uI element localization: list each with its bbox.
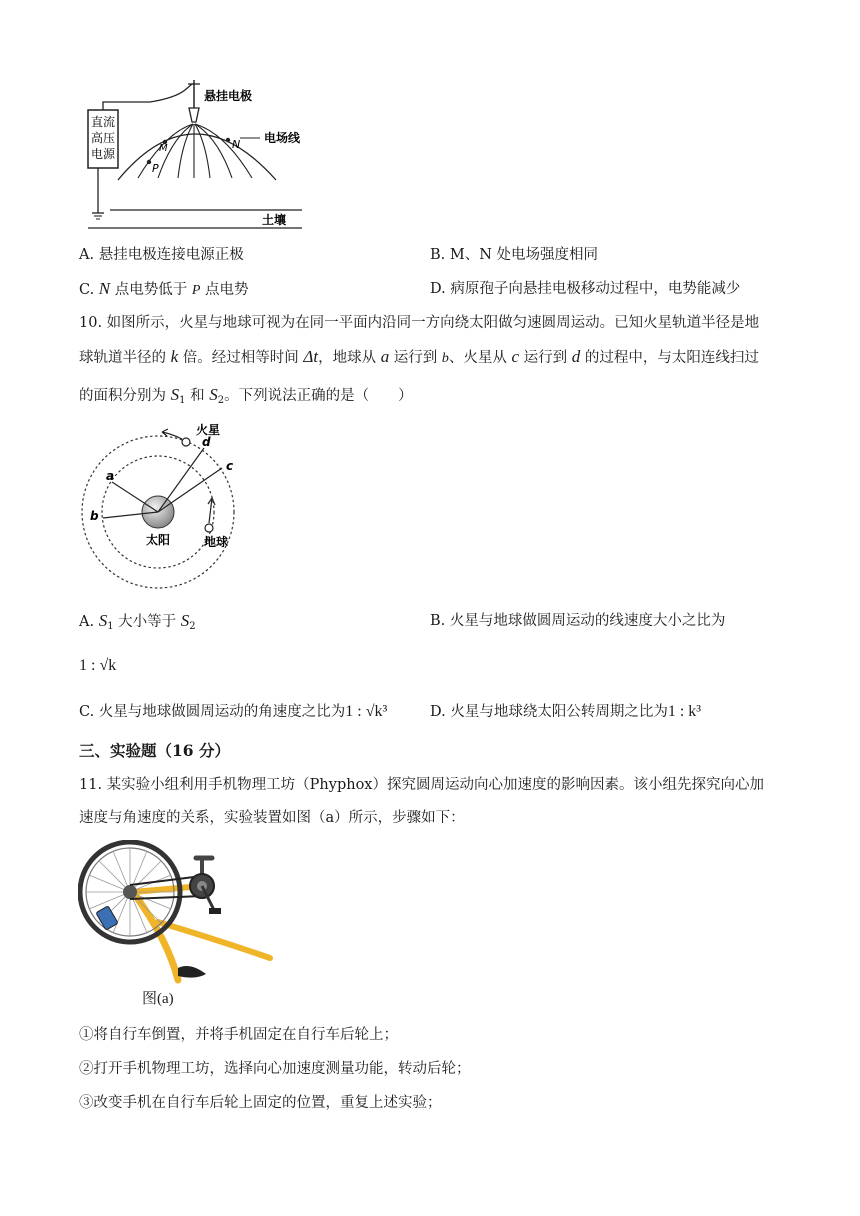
electric-field-figure [80, 78, 320, 238]
q10-line-2: 球轨道半径的 k 倍。经过相等时间 Δt，地球从 a 运行到 b、火星从 c 运行到 d 的过程中，与太阳连线扫过 [79, 347, 759, 366]
earth-label: 地球 [204, 535, 229, 549]
point-d-label: d [202, 435, 211, 449]
q10-option-c: C. 火星与地球做圆周运动的角速度之比为1 : √k³ [79, 703, 388, 720]
q9-option-a: A. 悬挂电极连接电源正极 [79, 247, 244, 263]
q11-step-2: ②打开手机物理工坊，选择向心加速度测量功能，转动后轮； [79, 1061, 471, 1077]
q10-option-b-value: 1 : √k [79, 657, 117, 674]
q9-option-d: D. 病原孢子向悬挂电极移动过程中，电势能减少 [430, 281, 741, 297]
field-line-label: 电场线 [264, 131, 301, 145]
q11-line-2: 速度与角速度的关系，实验装置如图（a）所示，步骤如下： [79, 810, 465, 826]
power-label-2: 高压 [90, 131, 116, 145]
section-heading: 三、实验题（16 分） [79, 741, 230, 760]
q11-line-1: 11. 某实验小组利用手机物理工坊（Phyphox）探究圆周运动向心加速度的影响因素。该小组先探究向心加 [79, 777, 764, 793]
q11-step-1: ①将自行车倒置，并将手机固定在自行车后轮上； [79, 1027, 398, 1043]
point-m-label: M [159, 143, 168, 154]
q10-line-3: 的面积分别为 $S_1$ 和 $S_2$。下列说法正确的是（ ） [79, 385, 413, 406]
point-a-label: a [106, 469, 115, 483]
q11-step-3: ③改变手机在自行车后轮上固定的位置，重复上述实验； [79, 1095, 442, 1111]
q10-option-d: D. 火星与地球绕太阳公转周期之比为1 : k³ [430, 703, 702, 720]
q9-option-c: C. N 点电势低于 P 点电势 [79, 279, 249, 298]
q10-option-a: A. $S_1$ 大小等于 $S_2$ [79, 611, 196, 632]
bicycle-figure [78, 840, 274, 990]
point-b-label: b [90, 509, 99, 523]
point-c-label: c [226, 459, 234, 473]
soil-label: 土壤 [262, 213, 287, 227]
power-label-1: 直流 [90, 115, 116, 129]
point-n-label: N [232, 138, 241, 151]
q10-line-1: 10. 如图所示，火星与地球可视为在同一平面内沿同一方向绕太阳做匀速圆周运动。已知火星轨道半径是地 [79, 315, 760, 331]
mars-label: 火星 [196, 423, 221, 437]
power-label-3: 电源 [90, 147, 116, 161]
figure-a-caption: 图(a) [142, 991, 174, 1007]
sun-label: 太阳 [145, 533, 171, 547]
q10-option-b: B. 火星与地球做圆周运动的线速度大小之比为 [430, 613, 726, 629]
point-p-label: P [152, 162, 159, 175]
orbit-figure [76, 420, 246, 595]
electrode-label: 悬挂电极 [204, 89, 253, 103]
q9-option-b: B. M、N 处电场强度相同 [430, 247, 599, 263]
